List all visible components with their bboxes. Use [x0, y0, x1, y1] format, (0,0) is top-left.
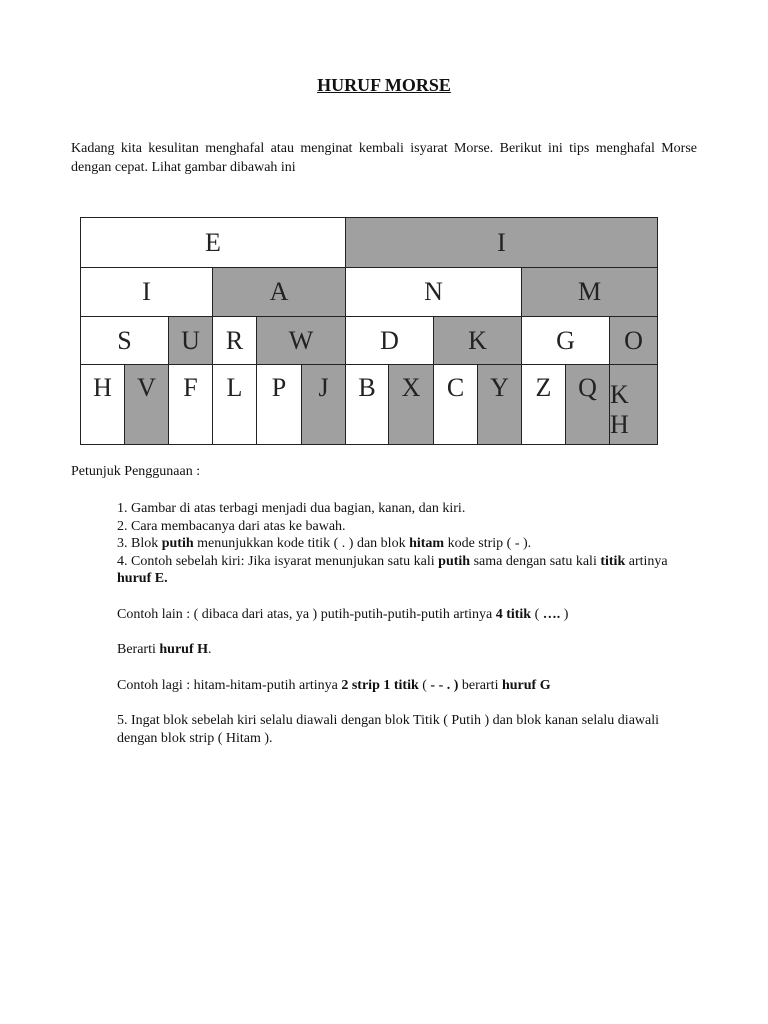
- morse-cell-d: D: [345, 316, 434, 365]
- morse-cell-o: O: [609, 316, 658, 365]
- step-2: 2. Cara membacanya dari atas ke bawah.: [117, 518, 346, 534]
- morse-cell-i: I: [80, 267, 213, 317]
- morse-cell-p: P: [256, 364, 302, 445]
- step-5: 5. Ingat blok sebelah kiri selalu diawali dengan blok Titik ( Putih ) dan blok kanan selalu diawali dengan blok strip ( Hitam ).: [117, 713, 660, 746]
- morse-cell-q: Q: [565, 364, 610, 445]
- morse-cell-z: Z: [521, 364, 566, 445]
- morse-table: [80, 217, 658, 445]
- morse-cell-a: A: [212, 267, 346, 317]
- step-4: 4. Contoh sebelah kiri: Jika isyarat menunjukan satu kali putih sama dengan satu kali titik artinya huruf E.: [117, 553, 668, 586]
- morse-cell-s: S: [80, 316, 169, 365]
- morse-cell-r: R: [212, 316, 257, 365]
- morse-cell-g: G: [521, 316, 610, 365]
- morse-cell-w: W: [256, 316, 346, 365]
- step-3: 3. Blok putih menunjukkan kode titik ( . ) dan blok hitam kode strip ( - ).: [117, 536, 532, 551]
- morse-cell-h: H: [80, 364, 125, 445]
- morse-cell-n: N: [345, 267, 522, 317]
- morse-cell-kh-bottom: H: [610, 409, 629, 439]
- morse-cell-k: K: [433, 316, 522, 365]
- morse-cell-kh-top: K: [610, 379, 629, 409]
- usage-label: Petunjuk Penggunaan :: [71, 464, 201, 479]
- morse-cell-y: Y: [477, 364, 522, 445]
- morse-cell-t: I: [345, 217, 658, 268]
- morse-cell-m: M: [521, 267, 658, 317]
- morse-cell-x: X: [388, 364, 434, 445]
- usage-steps: [117, 500, 697, 747]
- morse-cell-l: L: [212, 364, 257, 445]
- step-1: 1. Gambar di atas terbagi menjadi dua bagian, kanan, dan kiri.: [117, 501, 466, 516]
- morse-cell-j: J: [301, 364, 346, 445]
- morse-cell-f: F: [168, 364, 213, 445]
- morse-cell-e: E: [80, 217, 346, 268]
- morse-cell-kh: [609, 364, 658, 445]
- meaning-1: Berarti huruf H.: [117, 642, 212, 657]
- page-title: HURUF MORSE: [317, 75, 451, 95]
- morse-cell-u: U: [168, 316, 213, 365]
- morse-cell-c: C: [433, 364, 478, 445]
- morse-cell-v: V: [124, 364, 169, 445]
- morse-cell-b: B: [345, 364, 389, 445]
- intro-paragraph: Kadang kita kesulitan menghafal atau menginat kembali isyarat Morse. Berikut ini tips menghafal Morse dengan cepat. Lihat gambar dibawah ini: [71, 141, 697, 175]
- example-2: Contoh lagi : hitam-hitam-putih artinya 2 strip 1 titik ( - - . ) berarti huruf G: [117, 677, 551, 693]
- example-1: Contoh lain : ( dibaca dari atas, ya ) putih-putih-putih-putih artinya 4 titik ( …. ): [117, 606, 569, 622]
